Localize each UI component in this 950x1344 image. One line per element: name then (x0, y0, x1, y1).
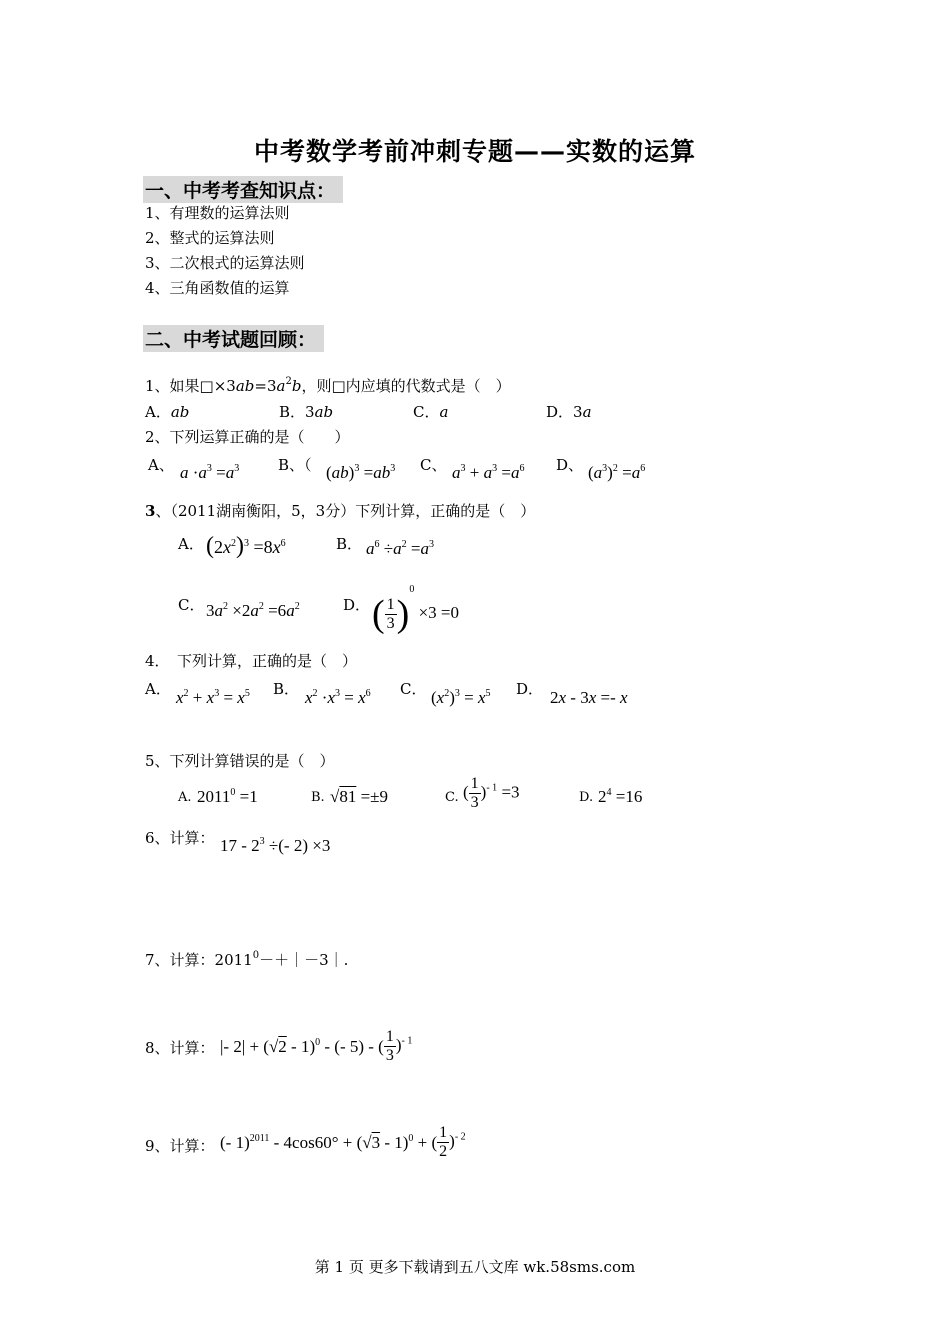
section-heading-review: 二、中考试题回顾： (143, 325, 324, 352)
question-3-label-d: D． (343, 596, 371, 614)
question-4-formula-d: 2x - 3x =- x (550, 688, 628, 707)
page-footer: 第 1 页 更多下载请到五八文库 wk.58sms.com (314, 1258, 636, 1276)
question-3-label-b: B． (336, 535, 363, 553)
question-4-formula-a: $x^2 + x^3 = x^5$ (176, 688, 250, 707)
question-5-label-c: C. (445, 790, 459, 805)
question-5-formula-c: ( $\frac{1}{3}$ )$^{- 1}$ =3 (463, 775, 520, 811)
question-2-stem: 2、下列运算正确的是（ ） (145, 428, 350, 446)
question-5-label-b: B. (311, 790, 325, 805)
question-2-formula-a: $a \cdot a^3 =a^3$ (180, 463, 240, 482)
question-3-formula-a: $(2x^2)^3 =8x^6$ (206, 533, 286, 559)
question-4-label-b: B． (273, 680, 300, 698)
question-2-formula-d: $(a^3)^2 =a^6$ (588, 463, 646, 482)
question-5-formula-d: $2^4 =16$ (598, 787, 643, 806)
knowledge-item: 4、三角函数值的运算 (145, 279, 290, 297)
question-4-formula-c: $(x^2)^3 = x^5$ (431, 688, 491, 707)
question-2-label-d: D、 (556, 456, 584, 474)
section-heading-knowledge: 一、中考考查知识点： (143, 176, 343, 203)
question-2-formula-b: $(ab)^3 =ab^3$ (326, 463, 396, 482)
question-9-stem: 9、计算： (145, 1137, 215, 1155)
question-7-stem: 7、计算：$2011^0-+|-3|$. (145, 950, 349, 969)
question-4-label-a: A． (145, 680, 171, 698)
question-5-stem: 5、下列计算错误的是（ ） (145, 752, 335, 770)
question-4-label-c: C． (400, 680, 427, 698)
question-2-label-c: C、 (420, 456, 447, 474)
question-1-option-c: C．a (413, 403, 449, 421)
question-8-stem: 8、计算： (145, 1039, 215, 1057)
question-3-label-a: A． (178, 535, 204, 553)
question-5-formula-a: $2011^0 =1$ (197, 787, 258, 806)
question-2-label-a: A、 (148, 456, 174, 474)
question-6-formula: $17 - 2^3$ ÷(- 2) ×3 (220, 836, 331, 855)
question-6-stem: 6、计算： (145, 829, 215, 847)
question-5-formula-b: √81 =±9 (330, 787, 389, 806)
question-5-label-a: A. (178, 790, 192, 805)
question-3-formula-d: ( $\frac{1}{3}$ )$^0$ ×3 =0 (372, 584, 459, 636)
question-9-formula: (- 1)$^{2011}$ - 4cos60° + (√3 - 1)$^0$ + ( $\frac{1}{2}$ )$^{- 2}$ (220, 1124, 466, 1160)
question-1-option-d: D．3a (546, 403, 592, 421)
knowledge-item: 1、有理数的运算法则 (145, 204, 290, 222)
question-3-stem: 3、（2011湖南衡阳，5，3分）下列计算，正确的是（ ） (145, 502, 536, 520)
question-3-formula-c: $3a^2 \times 2a^2 =6a^2$ (206, 601, 300, 620)
question-2-label-b: B、（ (278, 456, 312, 474)
question-4-stem: 4． 下列计算，正确的是（ ） (145, 652, 358, 670)
question-1-stem: 1、如果$□\times 3ab=3a^2b$，则□内应填的代数式是（ ） (145, 376, 511, 395)
question-8-formula: |- 2| + (√2 - 1)$^0$ - (- 5) - ( $\frac{1}{3}$ )$^{- 1}$ (220, 1028, 413, 1064)
question-4-formula-b: $x^2 \cdot x^3 = x^6$ (305, 688, 371, 707)
knowledge-item: 2、整式的运算法则 (145, 229, 275, 247)
knowledge-item: 3、二次根式的运算法则 (145, 254, 305, 272)
question-5-label-d: D. (579, 790, 594, 805)
question-1-option-b: B．3ab (279, 403, 334, 421)
question-2-formula-c: $a^3 + a^3 =a^6$ (452, 463, 525, 482)
question-1-option-a: A．ab (145, 403, 190, 421)
page-title: 中考数学考前冲刺专题——实数的运算 (253, 137, 696, 166)
question-3-label-c: C． (178, 596, 205, 614)
question-4-label-d: D． (516, 680, 544, 698)
question-3-formula-b: $a^6 \div a^2 =a^3$ (366, 539, 434, 558)
